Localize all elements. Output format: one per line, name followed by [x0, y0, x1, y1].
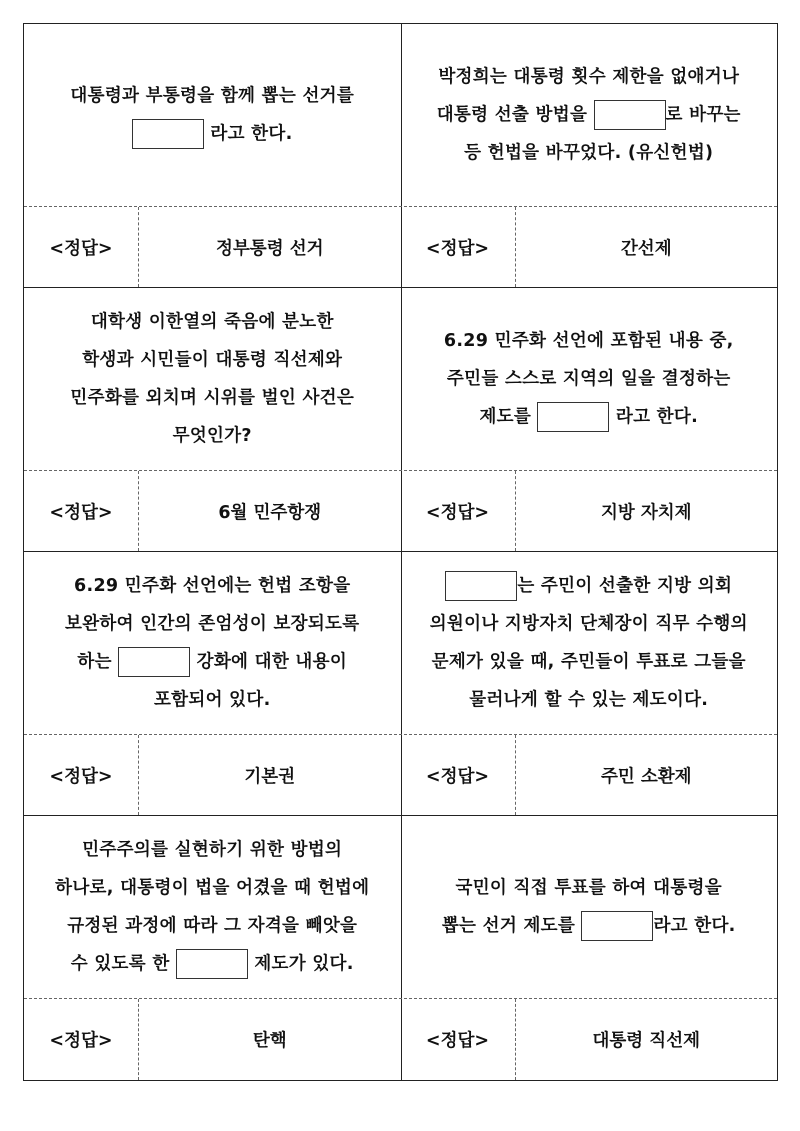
question-text	[437, 58, 741, 172]
question-line	[444, 360, 734, 398]
question-line	[437, 58, 741, 96]
question-fragment: 강화에 대한 내용이	[190, 652, 348, 672]
question-cell-8	[401, 816, 778, 998]
question-fragment: 포함되어 있다.	[153, 690, 271, 710]
question-fragment: 라고 한다.	[609, 407, 699, 427]
question-line	[444, 322, 734, 360]
answer-value: 주민 소환제	[600, 766, 692, 787]
question-fragment: 등 헌법을 바꾸었다. (유신헌법)	[464, 143, 714, 163]
question-line	[442, 869, 736, 907]
answer-value: 대통령 직선제	[592, 1031, 701, 1051]
question-cell-6	[401, 552, 778, 734]
question-cell-1	[24, 24, 401, 206]
answer-blank-box	[132, 119, 204, 149]
question-line	[430, 605, 748, 643]
answer-label: <정답>	[24, 471, 139, 551]
question-fragment: 수 있도록 한	[70, 954, 176, 974]
question-line	[55, 907, 369, 945]
answer-label: <정답>	[401, 735, 516, 815]
question-fragment: 하는	[77, 652, 119, 672]
question-fragment: 하나로, 대통령이 법을 어겼을 때 헌법에	[55, 878, 370, 898]
question-fragment: 학생과 시민들이 대통령 직선제와	[82, 350, 343, 370]
question-cell-2	[401, 24, 778, 206]
quiz-sheet	[23, 23, 778, 1081]
question-fragment: 물러나게 할 수 있는 제도이다.	[469, 690, 709, 710]
question-fragment: 제도를	[479, 407, 538, 427]
question-cell-5	[24, 552, 401, 734]
question-fragment: 의원이나 지방자치 단체장이 직무 수행의	[429, 614, 748, 634]
question-line	[437, 96, 741, 134]
question-text	[442, 869, 736, 945]
question-line	[70, 417, 354, 455]
answer-label: <정답>	[401, 999, 516, 1080]
answer-blank-box	[537, 402, 609, 432]
answer-cell-6	[401, 735, 778, 815]
answer-label: <정답>	[24, 735, 139, 815]
question-line	[430, 681, 748, 719]
question-fragment: 민주주의를 실현하기 위한 방법의	[82, 840, 343, 860]
question-text	[430, 567, 748, 719]
question-fragment: 6.29 민주화 선언에 포함된 내용 중,	[443, 331, 734, 351]
question-line	[55, 945, 369, 983]
answer-cell-4	[401, 471, 778, 551]
answer-value: 간선제	[620, 238, 672, 259]
question-fragment: 라고 한다.	[653, 916, 736, 936]
question-cell-4	[401, 288, 778, 470]
answer-label: <정답>	[401, 471, 516, 551]
question-fragment: 는 주민이 선출한 지방 의회	[517, 576, 733, 596]
answer-cell-8	[401, 999, 778, 1080]
question-fragment: 주민들 스스로 지역의 일을 결정하는	[446, 369, 731, 389]
question-line	[65, 681, 359, 719]
question-fragment: 제도가 있다.	[247, 954, 354, 974]
answer-blank-box	[594, 100, 666, 130]
question-line	[70, 77, 354, 115]
answer-value: 기본권	[244, 766, 296, 787]
question-fragment: 문제가 있을 때, 주민들이 투표로 그들을	[431, 652, 746, 672]
answer-row	[24, 470, 777, 552]
question-fragment: 대통령과 부통령을 함께 뽑는 선거를	[70, 86, 355, 106]
question-text	[65, 567, 359, 719]
question-fragment: 로 바꾸는	[665, 105, 741, 125]
answer-row	[24, 206, 777, 288]
question-fragment: 6.29 민주화 선언에는 헌법 조항을	[74, 576, 351, 596]
question-row	[24, 552, 777, 734]
question-fragment: 민주화를 외치며 시위를 벌인 사건은	[70, 388, 355, 408]
question-row	[24, 24, 777, 206]
question-fragment: 대통령 선출 방법을	[436, 105, 594, 125]
answer-value: 지방 자치제	[600, 502, 692, 523]
question-text	[70, 77, 354, 153]
question-fragment: 보완하여 인간의 존엄성이 보장되도록	[65, 614, 360, 634]
question-line	[70, 379, 354, 417]
question-text	[70, 303, 354, 455]
answer-cell-3	[24, 471, 401, 551]
answer-blank-box	[176, 949, 248, 979]
question-line	[55, 869, 369, 907]
answer-cell-5	[24, 735, 401, 815]
answer-value: 6월 민주항쟁	[218, 502, 322, 523]
question-fragment: 박정희는 대통령 횟수 제한을 없애거나	[438, 67, 740, 87]
answer-cell-1	[24, 207, 401, 287]
question-line	[65, 605, 359, 643]
answer-cell-7	[24, 999, 401, 1080]
question-row	[24, 816, 777, 998]
answer-row	[24, 998, 777, 1080]
question-fragment: 대학생 이한열의 죽음에 분노한	[90, 312, 334, 332]
answer-blank-box	[445, 571, 517, 601]
question-cell-7	[24, 816, 401, 998]
answer-label: <정답>	[24, 999, 139, 1080]
question-line	[437, 134, 741, 172]
question-line	[70, 303, 354, 341]
answer-value: 정부통령 선거	[215, 238, 324, 259]
question-line	[65, 567, 359, 605]
question-row	[24, 288, 777, 470]
question-line	[70, 115, 354, 153]
question-cell-3	[24, 288, 401, 470]
question-fragment: 라고 한다.	[203, 124, 293, 144]
question-line	[70, 341, 354, 379]
question-text	[444, 322, 734, 436]
answer-blank-box	[118, 647, 190, 677]
question-line	[442, 907, 736, 945]
answer-cell-2	[401, 207, 778, 287]
answer-row	[24, 734, 777, 816]
answer-label: <정답>	[24, 207, 139, 287]
question-line	[55, 831, 369, 869]
question-line	[430, 643, 748, 681]
answer-label: <정답>	[401, 207, 516, 287]
question-text	[55, 831, 369, 983]
question-fragment: 국민이 직접 투표를 하여 대통령을	[455, 878, 722, 898]
question-fragment: 무엇인가?	[172, 426, 252, 446]
answer-value: 탄핵	[252, 1031, 287, 1051]
question-line	[65, 643, 359, 681]
question-line	[430, 567, 748, 605]
question-fragment: 뽑는 선거 제도를	[441, 916, 582, 936]
question-fragment: 규정된 과정에 따라 그 자격을 빼앗을	[67, 916, 358, 936]
answer-blank-box	[581, 911, 653, 941]
question-line	[444, 398, 734, 436]
